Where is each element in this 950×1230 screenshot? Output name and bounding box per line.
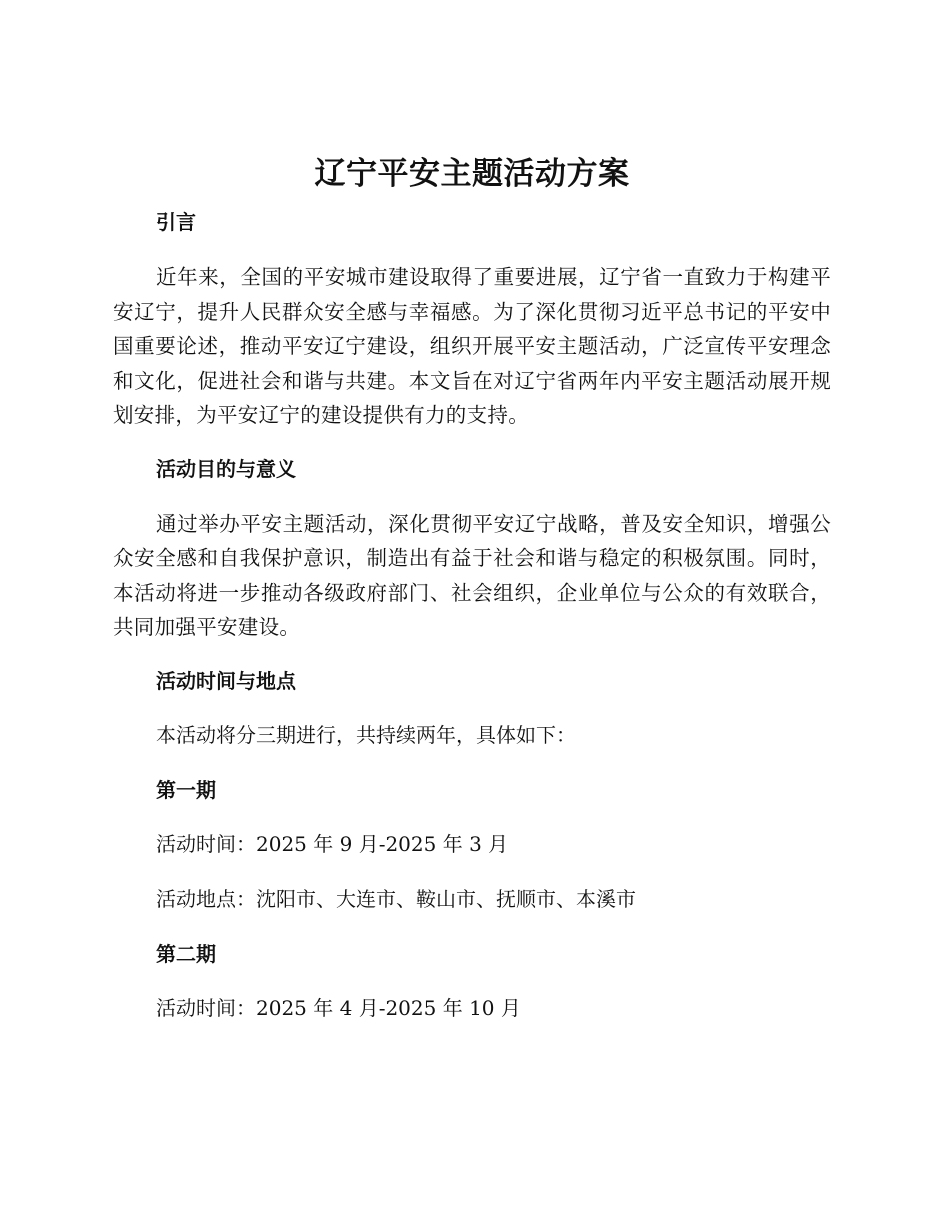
section-heading-intro: 引言 <box>156 210 196 234</box>
phase1-time-line: 活动时间：2025 年 9 月-2025 年 3 月 <box>156 831 509 856</box>
section-heading-purpose: 活动目的与意义 <box>156 456 296 481</box>
phase2-heading: 第二期 <box>156 941 216 966</box>
phase1-heading: 第一期 <box>156 777 216 802</box>
intro-paragraph: 近年来，全国的平安城市建设取得了重要进展，辽宁省一直致力于构建平安辽宁，提升人民群众安全感与幸福感。为了深化贯彻习近平总书记的平安中国重要论述，推动平安辽宁建设，组织开展平安主题活动，广泛宣传平安理念和文化，促进社会和谐与共建。本文旨在对辽宁省两年内平安主题活动展开规划安排，为平安辽宁的建设提供有力的支持。 <box>113 265 831 427</box>
purpose-paragraph: 通过举办平安主题活动，深化贯彻平安辽宁战略，普及安全知识，增强公众安全感和自我保护意识，制造出有益于社会和谐与稳定的积极氛围。同时，本活动将进一步推动各级政府部门、社会组织，企业单位与公众的有效联合，共同加强平安建设。 <box>113 511 831 639</box>
schedule-intro-line: 本活动将分三期进行，共持续两年，具体如下： <box>156 722 576 747</box>
document-body <box>113 150 831 1022</box>
phase1-place-line: 活动地点：沈阳市、大连市、鞍山市、抚顺市、本溪市 <box>156 886 636 911</box>
section-heading-schedule: 活动时间与地点 <box>156 668 296 693</box>
phase2-time-line: 活动时间：2025 年 4 月-2025 年 10 月 <box>156 995 521 1020</box>
document-title: 辽宁平安主题活动方案 <box>314 156 630 192</box>
